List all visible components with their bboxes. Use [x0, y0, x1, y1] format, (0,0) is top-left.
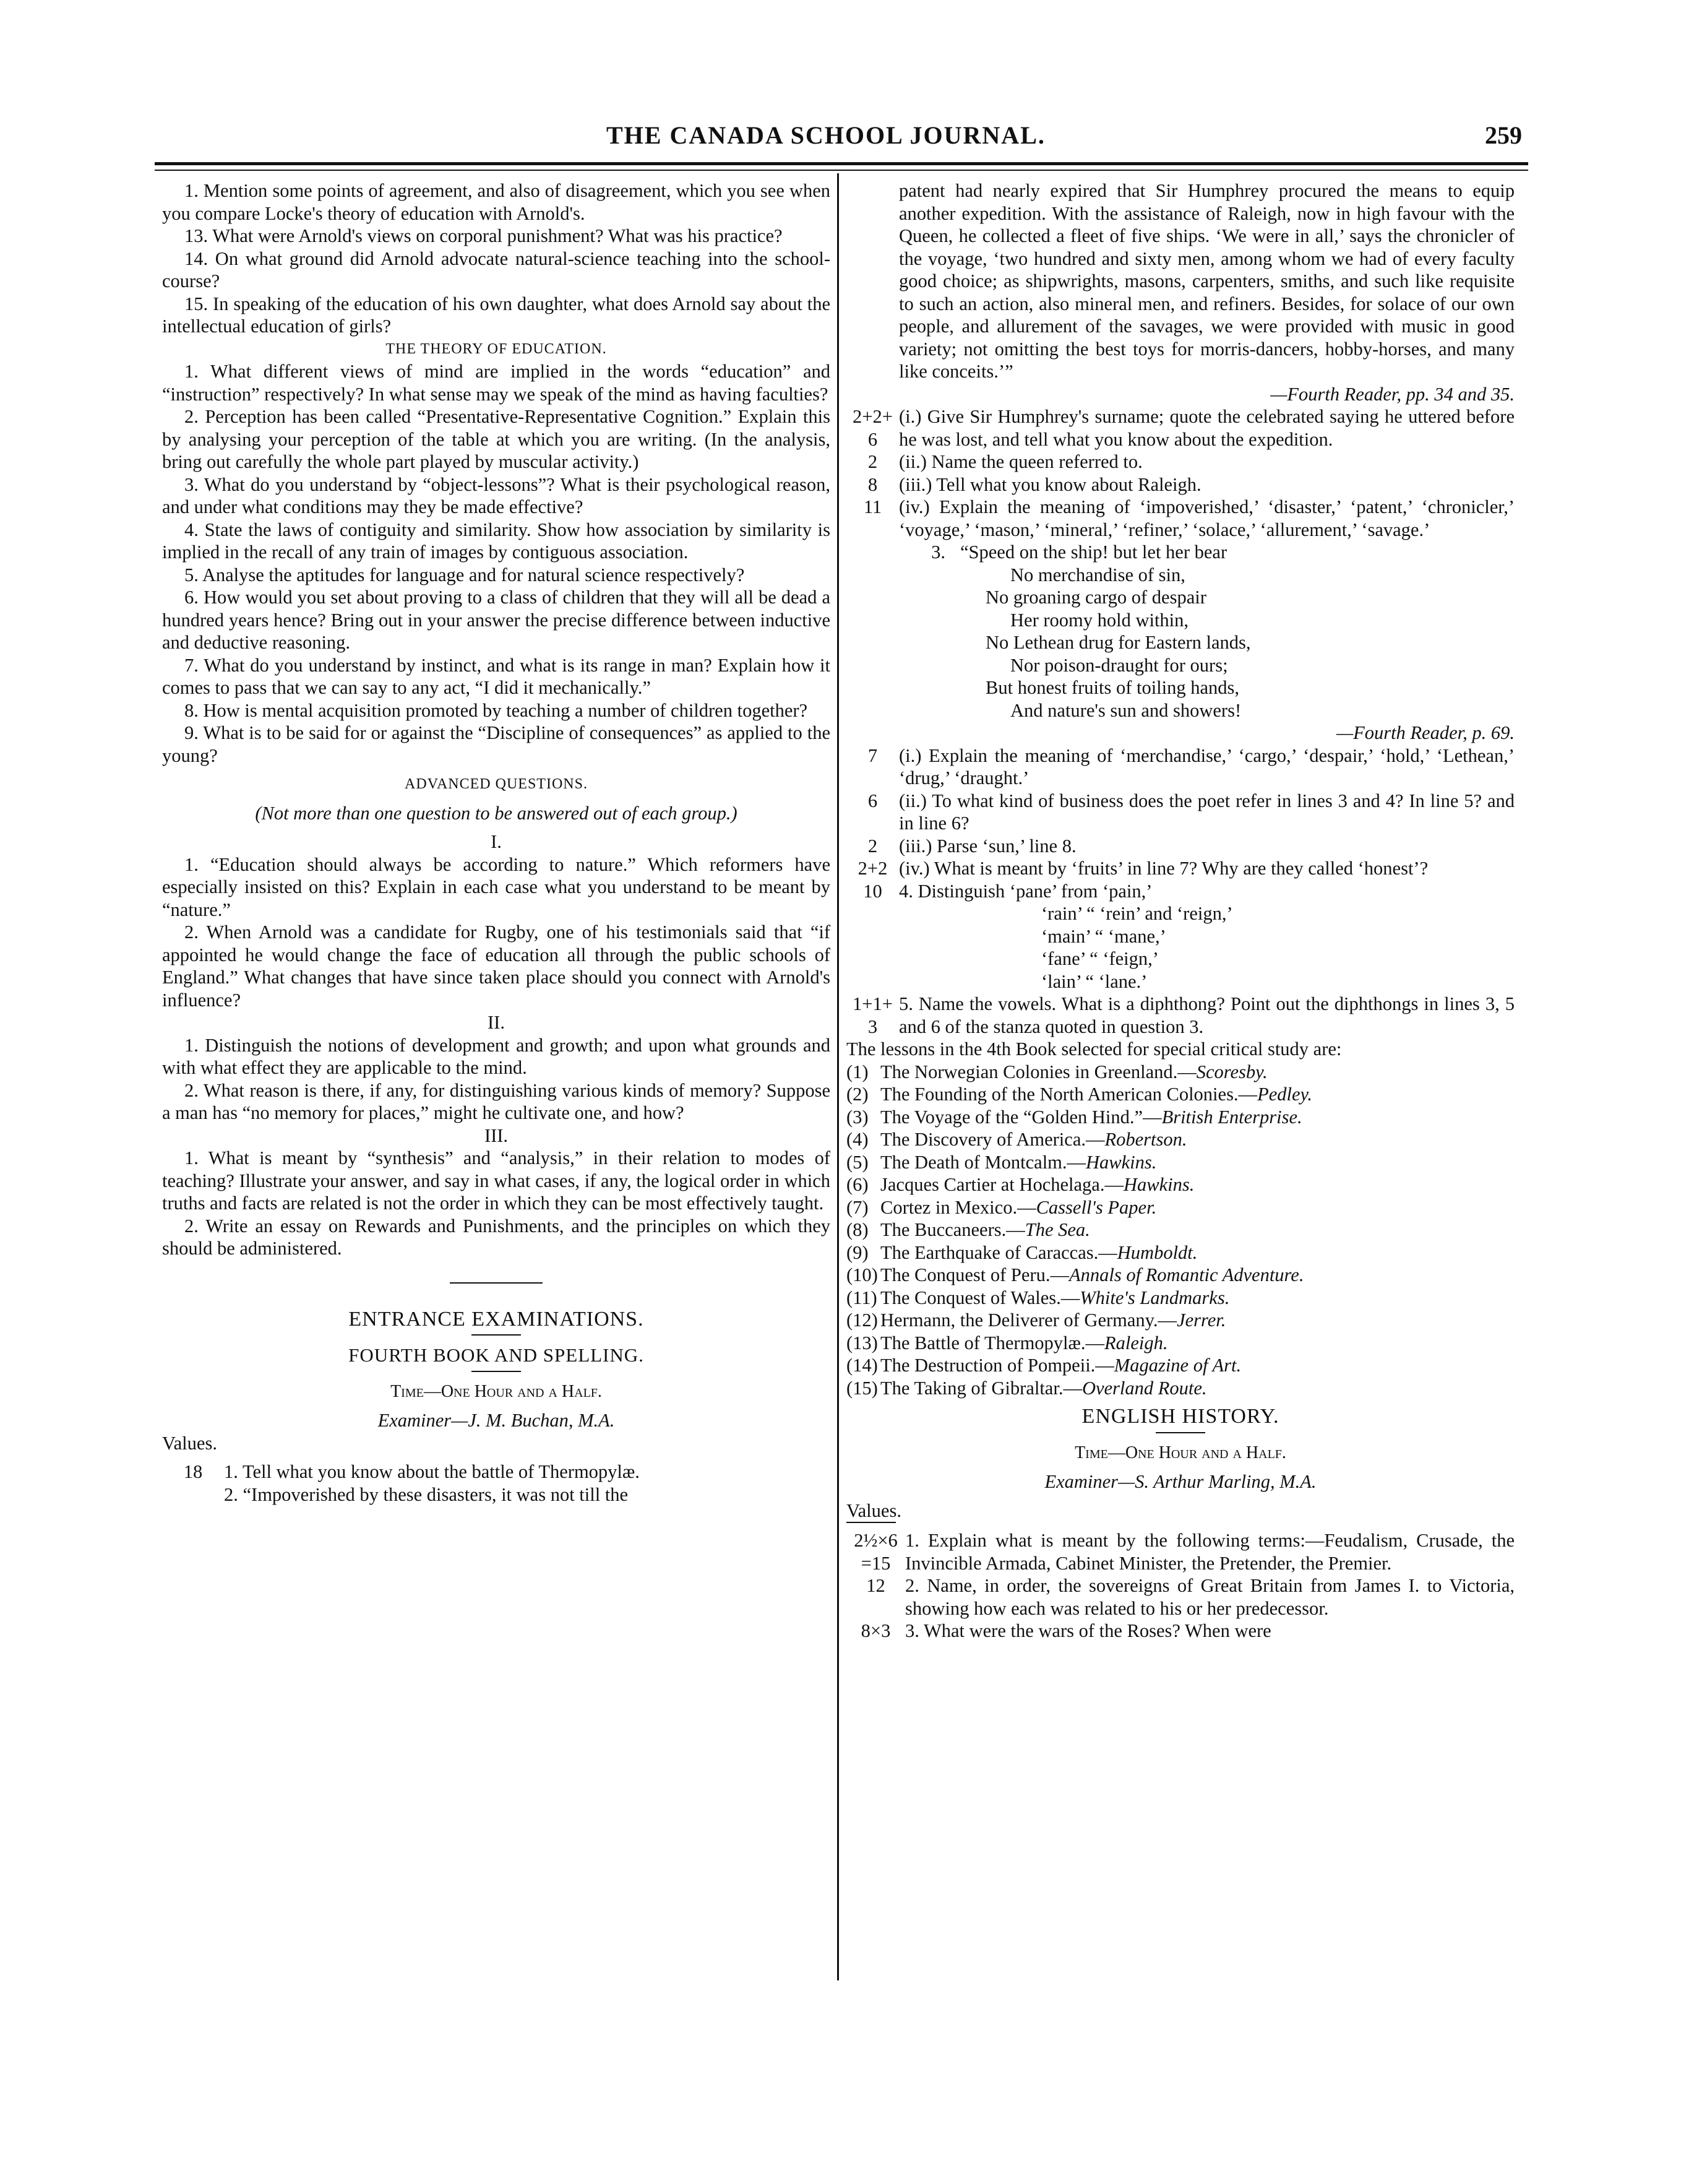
lesson-source: The Sea.	[1025, 1219, 1090, 1240]
theory-question-4: 4. State the laws of contiguity and similarity. Show how association by similarity is implied in the recall of any train of images by contiguous association.	[162, 519, 830, 563]
lesson-number: (8)	[846, 1219, 869, 1240]
lesson-title: The Taking of Gibraltar.—Overland Route.	[880, 1377, 1207, 1399]
lesson-number: (1)	[846, 1061, 869, 1082]
poem-question-2	[846, 790, 1515, 835]
lesson-title: Cortez in Mexico.—Cassell's Paper.	[880, 1196, 1157, 1218]
lesson-source: Hawkins.	[1086, 1151, 1157, 1173]
poem-question-3	[846, 835, 1515, 858]
question-text: 3. What were the wars of the Roses? When were	[905, 1620, 1271, 1641]
question-text: (iii.) Tell what you know about Raleigh.	[899, 473, 1202, 495]
column-divider	[837, 173, 839, 1980]
lesson-title: Jacques Cartier at Hochelaga.—Hawkins.	[880, 1174, 1195, 1195]
lessons-list	[846, 1061, 1515, 1400]
advanced-note: (Not more than one question to be answered out of each group.)	[255, 802, 737, 824]
lesson-number: (13)	[846, 1332, 878, 1353]
lesson-source: Overland Route.	[1081, 1377, 1207, 1399]
short-rule	[1156, 1432, 1205, 1433]
history-question-3	[846, 1620, 1515, 1642]
group-heading-1: I.	[491, 831, 502, 852]
poem-source: —Fourth Reader, p. 69.	[1336, 722, 1515, 743]
question-value: 8	[867, 473, 878, 495]
question-text: 5. Name the vowels. What is a diphthong? Point out the diphthongs in lines 3, 5 and 6 of the stanza quoted in question 3.	[899, 993, 1515, 1037]
lessons-intro: The lessons in the 4th Book selected for special critical study are:	[846, 1038, 1342, 1060]
lesson-item	[846, 1219, 1515, 1241]
poem-question-1	[846, 745, 1515, 790]
advanced-question-a1: 1. “Education should always be according to nature.” Which reformers have especially insisted on this? Explain in each case what you understand to be meant by “nature.”	[162, 853, 830, 920]
question-value: 2	[867, 835, 878, 857]
lesson-title: The Buccaneers.—The Sea.	[880, 1219, 1090, 1240]
entrance-question-2	[162, 1483, 830, 1506]
spelling-pair: ‘lain’ “ ‘lane.’	[1041, 970, 1148, 992]
values-label: Values.	[162, 1432, 217, 1454]
header-rule	[155, 162, 1528, 165]
lesson-number: (15)	[846, 1377, 878, 1399]
lesson-source: Raleigh.	[1104, 1332, 1168, 1353]
advanced-question-a2: 2. When Arnold was a candidate for Rugby, one of his testimonials said that “if appointed he would change the face of education all through the public schools of England.” What changes that have since taken place should you connect with Arnold's influence?	[162, 922, 830, 1011]
lesson-item	[846, 1377, 1515, 1400]
lesson-item	[846, 1173, 1515, 1196]
question-text: (ii.) To what kind of business does the poet refer in lines 3 and 4? In line 5? and in line 6?	[899, 790, 1515, 834]
theory-question-8: 8. How is mental acquisition promoted by teaching a number of children together?	[184, 699, 808, 721]
spelling-pair: ‘main’ “ ‘mane,’	[1041, 925, 1166, 947]
section-heading-advanced: ADVANCED QUESTIONS.	[405, 776, 588, 792]
group-heading-2: II.	[488, 1012, 505, 1033]
question-14: 14. On what ground did Arnold advocate natural-science teaching into the school-course?	[162, 248, 830, 291]
poem-line: No merchandise of sin,	[1010, 564, 1185, 585]
question-value: 11	[863, 496, 882, 517]
advanced-question-c1: 1. What is meant by “synthesis” and “analysis,” in their relation to modes of teaching? Illustrate your answer, and say in what cases, if any, the logical order in which truths and facts are related is not the order in which they can be most effectively taught.	[162, 1147, 830, 1214]
lesson-source: Hawkins.	[1123, 1174, 1195, 1195]
question-text: (iv.) Explain the meaning of ‘impoverished,’ ‘disaster,’ ‘patent,’ ‘chronicler,’ ‘voyage,’ ‘mason,’ ‘mineral,’ ‘refiner,’ ‘solace,’ ‘allurement,’ ‘savage.’	[899, 496, 1515, 540]
journal-title: THE CANADA SCHOOL JOURNAL.	[606, 121, 1046, 149]
lesson-item	[846, 1287, 1515, 1310]
question-text: 2. Name, in order, the sovereigns of Great Britain from James I. to Victoria, showing how each was related to his or her predecessor.	[905, 1575, 1515, 1619]
poem-line: “Speed on the ship! but let her bear	[960, 542, 1227, 563]
lesson-item	[846, 1151, 1515, 1174]
lesson-title: The Destruction of Pompeii.—Magazine of Art.	[880, 1355, 1242, 1376]
lesson-title: The Conquest of Peru.—Annals of Romantic Adventure.	[880, 1264, 1304, 1285]
english-history-heading: ENGLISH HISTORY.	[1081, 1405, 1279, 1428]
question-text: 4. Distinguish ‘pane’ from ‘pain,’	[899, 880, 1153, 902]
question-value: 2+2+ 6	[853, 406, 893, 450]
advanced-question-b1: 1. Distinguish the notions of development and growth; and upon what grounds and with what effect they are applicable to the mind.	[162, 1034, 830, 1078]
lesson-source: Cassell's Paper.	[1036, 1196, 1157, 1218]
spelling-question	[846, 880, 1515, 903]
question-text: (i.) Explain the meaning of ‘merchandise,’ ‘cargo,’ ‘despair,’ ‘hold,’ ‘Lethean,’ ‘drug,’ ‘draught.’	[899, 745, 1515, 788]
lesson-source: Scoresby.	[1196, 1061, 1268, 1082]
values-label: Values.	[846, 1500, 896, 1524]
question-value: 6	[867, 790, 878, 811]
question-text: (iii.) Parse ‘sun,’ line 8.	[899, 835, 1077, 857]
lesson-title: The Conquest of Wales.—White's Landmarks.	[880, 1287, 1230, 1308]
question-value: 8×3	[861, 1620, 891, 1641]
reader-question-1	[846, 405, 1515, 451]
lesson-number: (9)	[846, 1241, 869, 1263]
lesson-title: The Discovery of America.—Robertson.	[880, 1129, 1187, 1150]
page-header	[155, 121, 1528, 158]
lesson-source: Jerrer.	[1177, 1310, 1226, 1331]
question-value: 18	[183, 1461, 203, 1482]
question-value: 2½×6 =15	[854, 1530, 898, 1574]
lesson-source: British Enterprise.	[1161, 1106, 1302, 1128]
question-value: 2	[867, 451, 878, 472]
lesson-title: The Norwegian Colonies in Greenland.—Scoresby.	[880, 1061, 1268, 1082]
lesson-source: Humboldt.	[1117, 1241, 1198, 1263]
poem-line: No Lethean drug for Eastern lands,	[986, 632, 1251, 653]
question-value: 12	[866, 1575, 885, 1596]
theory-question-2: 2. Perception has been called “Presentative-Representative Cognition.” Explain this by analysing your perception of the table at which you are writing. (In the analysis, bring out carefully the whole part played by muscular activity.)	[162, 406, 830, 472]
reader-question-2	[846, 451, 1515, 473]
lesson-number: (10)	[846, 1264, 878, 1285]
lesson-title: The Death of Montcalm.—Hawkins.	[880, 1151, 1157, 1173]
question-15: 15. In speaking of the education of his own daughter, what does Arnold say about the intellectual education of girls?	[162, 293, 830, 337]
poem-line: Nor poison-draught for ours;	[1010, 654, 1228, 676]
time-allowed: Time—One Hour and a Half.	[390, 1381, 602, 1401]
lesson-source: Magazine of Art.	[1114, 1355, 1242, 1376]
poem-line: But honest fruits of toiling hands,	[986, 677, 1240, 698]
short-rule	[471, 1334, 521, 1336]
lesson-source: Pedley.	[1257, 1084, 1312, 1105]
examiner: Examiner—J. M. Buchan, M.A.	[377, 1410, 615, 1431]
reader-passage: patent had nearly expired that Sir Humphrey procured the means to equip another expedition. With the assistance of Raleigh, now in high favour with the Queen, he collected a fleet of five ships. ‘We were in all,’ says the chronicler of the voyage, ‘two hundred and sixty men, among whom we had of every faculty good choice; as shipwrights, masons, carpenters, smiths, and such like requisite to such an action, also mineral men, and refiners. Besides, for solace of our own people, and allurement of the savages, we were provided with music in good variety; not omitting the best toys for morris-dancers, hobby-horses, and many like conceits.’”	[899, 180, 1515, 382]
right-column	[846, 179, 1515, 1642]
stanza-number: 3.	[931, 542, 945, 563]
vowels-question	[846, 993, 1515, 1038]
time-allowed: Time—One Hour and a Half.	[1075, 1443, 1286, 1462]
reader-question-4	[846, 496, 1515, 541]
theory-question-1: 1. What different views of mind are implied in the words “education” and “instruction” respectively? In what sense may we speak of the mind as having faculties?	[162, 361, 830, 405]
short-rule	[471, 1371, 521, 1372]
lesson-item	[846, 1241, 1515, 1264]
history-question-2	[846, 1574, 1515, 1620]
lesson-item	[846, 1354, 1515, 1377]
reader-question-3	[846, 473, 1515, 496]
lesson-item	[846, 1264, 1515, 1287]
question-value: 10	[863, 880, 882, 902]
question-value: 2+2	[858, 858, 888, 879]
lesson-item	[846, 1196, 1515, 1219]
advanced-question-c2: 2. Write an essay on Rewards and Punishments, and the principles on which they should be administered.	[162, 1215, 830, 1259]
spelling-pair: ‘fane’ “ ‘feign,’	[1041, 948, 1159, 969]
lesson-title: Hermann, the Deliverer of Germany.—Jerrer.	[880, 1310, 1226, 1331]
question-text: (iv.) What is meant by ‘fruits’ in line 7? Why are they called ‘honest’?	[899, 858, 1429, 879]
theory-question-6: 6. How would you set about proving to a class of children that they will all be dead a hundred years hence? Bring out in your answer the precise difference between inductive and deductive reasoning.	[162, 587, 830, 653]
advanced-question-b2: 2. What reason is there, if any, for distinguishing various kinds of memory? Suppose a man has “no memory for places,” might he cultivate one, and how?	[162, 1079, 830, 1123]
lesson-item	[846, 1332, 1515, 1355]
lesson-title: The Voyage of the “Golden Hind.”—British Enterprise.	[880, 1106, 1302, 1128]
lesson-item	[846, 1083, 1515, 1106]
question-text: (i.) Give Sir Humphrey's surname; quote the celebrated saying he uttered before he was lost, and tell what you know about the expedition.	[899, 406, 1515, 450]
lesson-number: (5)	[846, 1151, 869, 1173]
theory-question-5: 5. Analyse the aptitudes for language and for natural science respectively?	[184, 564, 745, 585]
lesson-source: Robertson.	[1104, 1129, 1187, 1150]
section-separator	[450, 1282, 543, 1284]
theory-question-9: 9. What is to be said for or against the “Discipline of consequences” as applied to the young?	[162, 722, 830, 766]
page-number: 259	[1485, 121, 1522, 149]
lesson-number: (4)	[846, 1129, 869, 1150]
question-text: 1. Tell what you know about the battle of Thermopylæ.	[224, 1461, 640, 1482]
fourth-book-heading: FOURTH BOOK AND SPELLING.	[348, 1344, 644, 1366]
poem-question-4	[846, 857, 1515, 880]
question-value: 7	[867, 745, 878, 766]
lesson-number: (12)	[846, 1310, 878, 1331]
history-question-1	[846, 1529, 1515, 1574]
lesson-source: Annals of Romantic Adventure.	[1068, 1264, 1304, 1285]
lesson-number: (6)	[846, 1174, 869, 1195]
lesson-number: (14)	[846, 1355, 878, 1376]
lesson-item	[846, 1106, 1515, 1129]
lesson-number: (2)	[846, 1084, 869, 1105]
examiner: Examiner—S. Arthur Marling, M.A.	[1044, 1471, 1317, 1492]
lesson-number: (7)	[846, 1196, 869, 1218]
question-12: 1. Mention some points of agreement, and also of disagreement, which you see when you compare Locke's theory of education with Arnold's.	[162, 180, 830, 224]
lesson-item	[846, 1128, 1515, 1151]
theory-question-3: 3. What do you understand by “object-lessons”? What is their psychological reason, and under what conditions may they be made effective?	[162, 473, 830, 517]
poem-line: No groaning cargo of despair	[986, 587, 1206, 608]
group-heading-3: III.	[484, 1124, 509, 1146]
question-value: 1+1+ 3	[853, 993, 893, 1037]
question-text: 1. Explain what is meant by the following terms:—Feudalism, Crusade, the Invincible Armada, Cabinet Minister, the Pretender, the Premier.	[905, 1530, 1515, 1574]
header-rule-thin	[155, 170, 1528, 171]
lesson-source: White's Landmarks.	[1080, 1287, 1230, 1308]
lesson-number: (3)	[846, 1106, 869, 1128]
question-13: 13. What were Arnold's views on corporal punishment? What was his practice?	[184, 225, 783, 246]
section-heading-theory: THE THEORY OF EDUCATION.	[385, 340, 607, 357]
spelling-pair: ‘rain’ “ ‘rein’ and ‘reign,’	[1041, 903, 1233, 924]
lesson-title: The Earthquake of Caraccas.—Humboldt.	[880, 1241, 1198, 1263]
poem-line: Her roomy hold within,	[1010, 609, 1189, 631]
left-column	[162, 179, 830, 1506]
question-text: (ii.) Name the queen referred to.	[899, 451, 1143, 472]
lesson-item	[846, 1061, 1515, 1084]
entrance-heading: ENTRANCE EXAMINATIONS.	[348, 1307, 644, 1331]
lesson-title: The Founding of the North American Colonies.—Pedley.	[880, 1084, 1312, 1105]
lesson-item	[846, 1309, 1515, 1332]
theory-question-7: 7. What do you understand by instinct, and what is its range in man? Explain how it comes to pass that we can say to any act, “I did it mechanically.”	[162, 654, 830, 698]
poem-line: And nature's sun and showers!	[1010, 699, 1242, 721]
poem-stanza	[846, 541, 1515, 722]
question-text: 2. “Impoverished by these disasters, it was not till the	[224, 1483, 629, 1505]
passage-source: —Fourth Reader, pp. 34 and 35.	[1270, 383, 1515, 405]
lesson-title: The Battle of Thermopylæ.—Raleigh.	[880, 1332, 1168, 1353]
lesson-number: (11)	[846, 1287, 877, 1308]
entrance-question-1	[162, 1461, 830, 1483]
